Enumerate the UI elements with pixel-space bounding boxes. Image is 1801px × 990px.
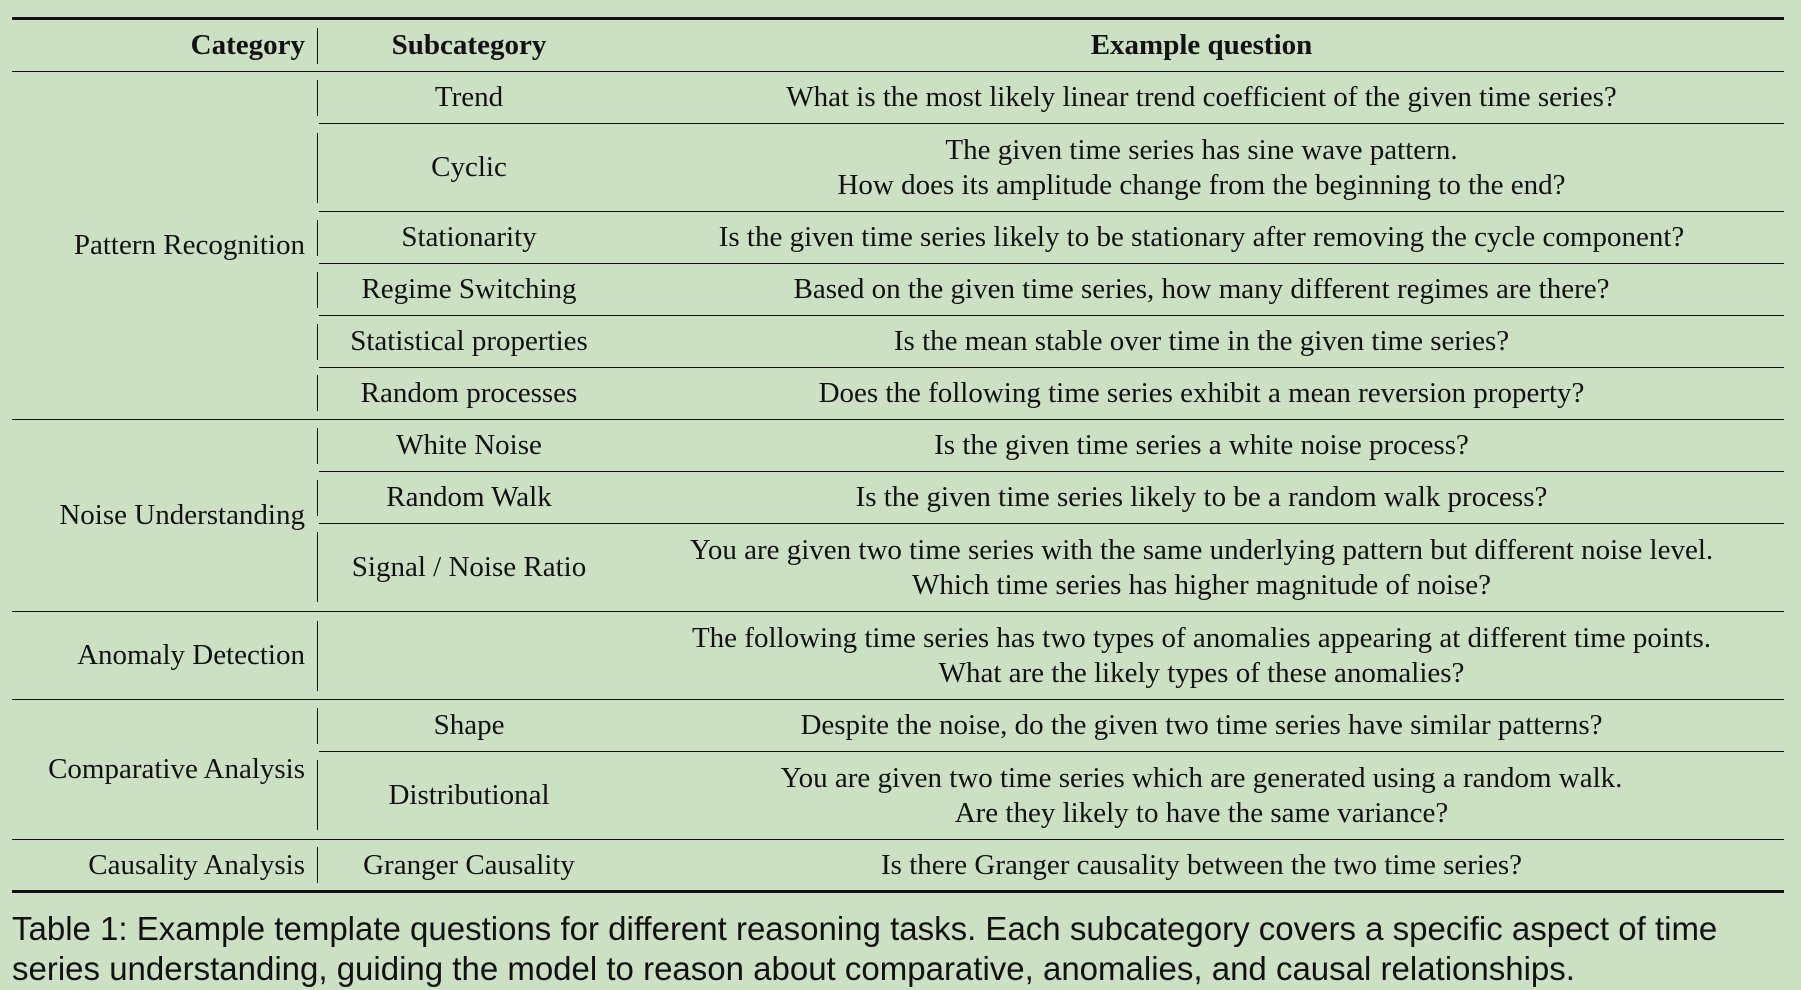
question-line: Based on the given time series, how many different regimes are there? <box>793 273 1610 305</box>
question-line: You are given two time series with the same underlying pattern but different noise level. <box>689 533 1714 566</box>
header-example-question: Example question <box>619 19 1784 72</box>
category-cell: Noise Understanding <box>12 420 316 612</box>
category-cell: Comparative Analysis <box>12 700 316 840</box>
question-line: What is the most likely linear trend coefficient of the given time series? <box>786 81 1617 113</box>
question-line: Is the given time series a white noise process? <box>934 429 1469 461</box>
table-caption: Table 1: Example template questions for different reasoning tasks. Each subcategory covers a specific aspect of time series understanding, guiding the model to reason about comparative, anomalies, and causal relationships. <box>12 910 1718 987</box>
category-cell: Causality Analysis <box>12 840 316 892</box>
question-cell <box>619 72 1784 124</box>
question-line: What are the likely types of these anomalies? <box>938 656 1465 689</box>
question-line: Does the following time series exhibit a mean reversion property? <box>818 377 1585 409</box>
subcategory-cell: Trend <box>319 72 619 124</box>
example-questions-table <box>12 17 1784 893</box>
table-row <box>12 420 1784 472</box>
question-line: You are given two time series which are generated using a random walk. <box>780 761 1623 794</box>
question-cell <box>619 752 1784 840</box>
subcategory-cell: Distributional <box>319 752 619 840</box>
question-line: Despite the noise, do the given two time series have similar patterns? <box>800 709 1603 741</box>
question-cell <box>619 420 1784 472</box>
question-cell <box>619 316 1784 368</box>
question-cell <box>619 840 1784 892</box>
subcategory-cell: Shape <box>319 700 619 752</box>
question-line: How does its amplitude change from the beginning to the end? <box>837 168 1566 201</box>
header-subcategory: Subcategory <box>319 19 619 72</box>
table-row <box>12 72 1784 124</box>
question-line: The given time series has sine wave pattern. <box>945 133 1458 166</box>
table-row <box>12 840 1784 892</box>
question-cell <box>619 612 1784 700</box>
header-category: Category <box>12 19 316 72</box>
question-line: Are they likely to have the same variance? <box>954 796 1449 829</box>
category-cell: Pattern Recognition <box>12 72 316 420</box>
table-row <box>12 612 1784 700</box>
question-cell <box>619 212 1784 264</box>
subcategory-cell: Random processes <box>319 368 619 420</box>
subcategory-cell: Cyclic <box>319 124 619 212</box>
question-cell <box>619 264 1784 316</box>
question-line: The following time series has two types of anomalies appearing at different time points. <box>691 621 1712 654</box>
table-header-row <box>12 19 1784 72</box>
question-cell <box>619 524 1784 612</box>
question-cell <box>619 700 1784 752</box>
subcategory-cell: Statistical properties <box>319 316 619 368</box>
table-row <box>12 700 1784 752</box>
question-cell <box>619 124 1784 212</box>
question-line: Is there Granger causality between the two time series? <box>881 848 1522 881</box>
question-line: Is the given time series likely to be stationary after removing the cycle component? <box>718 221 1685 253</box>
question-cell <box>619 368 1784 420</box>
subcategory-cell: White Noise <box>319 420 619 472</box>
question-cell <box>619 472 1784 524</box>
question-line: Which time series has higher magnitude of noise? <box>911 568 1492 601</box>
question-line: Is the mean stable over time in the given time series? <box>893 325 1510 357</box>
category-cell: Anomaly Detection <box>12 612 316 700</box>
subcategory-cell: Stationarity <box>319 212 619 264</box>
subcategory-cell: Signal / Noise Ratio <box>319 524 619 612</box>
subcategory-cell: Granger Causality <box>319 840 619 892</box>
paper-page <box>12 0 1784 989</box>
subcategory-cell: Regime Switching <box>319 264 619 316</box>
subcategory-cell <box>319 612 619 700</box>
subcategory-cell: Random Walk <box>319 472 619 524</box>
question-line: Is the given time series likely to be a random walk process? <box>855 481 1548 513</box>
